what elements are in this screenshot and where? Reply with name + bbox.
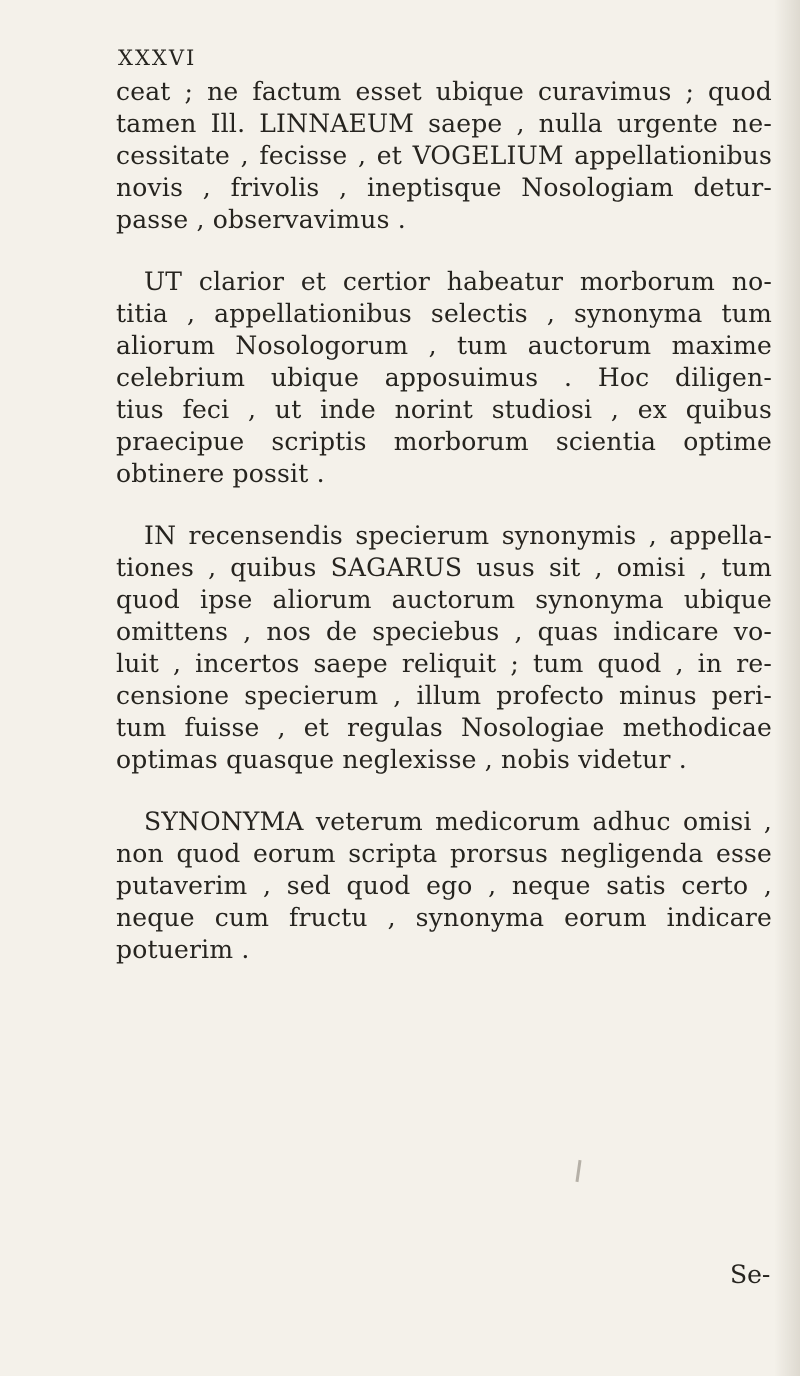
paragraph-1 xyxy=(116,76,772,236)
text-line: tum fuisse , et regulas Nosologiae methodicae xyxy=(116,713,772,742)
text-line: optimas quasque neglexisse , nobis videtur . xyxy=(116,745,687,774)
text-line: obtinere possit . xyxy=(116,459,325,488)
text-line: omittens , nos de speciebus , quas indicare vo- xyxy=(116,617,772,646)
text-line: potuerim . xyxy=(116,935,250,964)
text-line: tius feci , ut inde norint studiosi , ex quibus xyxy=(116,395,772,424)
text-line: IN recensendis specierum synonymis , appella- xyxy=(144,521,772,550)
text-line: luit , incertos saepe reliquit ; tum quod , in re- xyxy=(116,649,772,678)
paragraph-3 xyxy=(116,520,772,776)
text-line: praecipue scriptis morborum scientia optime xyxy=(116,427,772,456)
text-line: novis , frivolis , ineptisque Nosologiam detur- xyxy=(116,173,772,202)
page-edge-shadow xyxy=(774,0,800,1376)
text-line: non quod eorum scripta prorsus negligenda esse xyxy=(116,839,772,868)
text-line: neque cum fructu , synonyma eorum indicare xyxy=(116,903,772,932)
text-line: celebrium ubique apposuimus . Hoc diligen- xyxy=(116,363,772,392)
text-line: ceat ; ne factum esset ubique curavimus ; quod xyxy=(116,77,772,106)
text-body xyxy=(116,76,772,996)
catchword: Se- xyxy=(730,1260,771,1289)
text-line: UT clarior et certior habeatur morborum no- xyxy=(144,267,772,296)
ink-mark xyxy=(575,1160,581,1182)
text-line: cessitate , fecisse , et VOGELIUM appellationibus xyxy=(116,141,772,170)
text-line: titia , appellationibus selectis , synonyma tum xyxy=(116,299,772,328)
paragraph-2 xyxy=(116,266,772,490)
text-line: censione specierum , illum profecto minus peri- xyxy=(116,681,772,710)
text-line: aliorum Nosologorum , tum auctorum maxime xyxy=(116,331,772,360)
text-line: tiones , quibus SAGARUS usus sit , omisi , tum xyxy=(116,553,772,582)
paragraph-4 xyxy=(116,806,772,966)
text-line: tamen Ill. LINNAEUM saepe , nulla urgente ne- xyxy=(116,109,772,138)
page-number: XXXVI xyxy=(118,46,197,70)
text-line: quod ipse aliorum auctorum synonyma ubique xyxy=(116,585,772,614)
text-line: SYNONYMA veterum medicorum adhuc omisi , xyxy=(144,807,772,836)
text-line: passe , observavimus . xyxy=(116,205,406,234)
text-line: putaverim , sed quod ego , neque satis certo , xyxy=(116,871,772,900)
